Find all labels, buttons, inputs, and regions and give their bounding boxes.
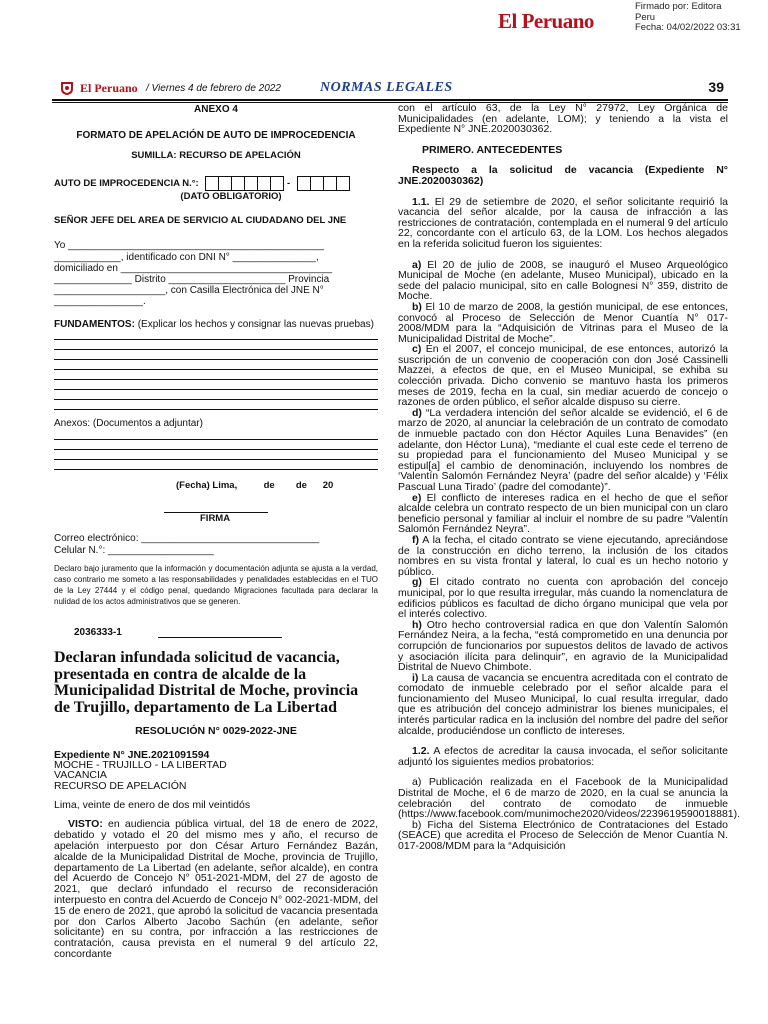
resolution-headline: Declaran infundada solicitud de vacancia, presentada en contra de alcalde de la Municipalidad Distrital de Moche, provincia de Trujillo, departamento de La Libertad	[54, 649, 359, 716]
section-title: NORMAS LEGALES	[320, 80, 453, 95]
list-item: b) El 10 de marzo de 2008, la gestión municipal, de ese entonces, convocó al Proceso de Selección de Menor Cuantía N° 017-2008/MDM para la “Adquisición de Vitrinas para el Museo de la Municipalidad Distrital de Moche”.	[398, 300, 728, 345]
coat-of-arms-icon	[60, 81, 74, 96]
paragraph-1-2: 1.2. A efectos de acreditar la causa invocada, el señor solicitante adjuntó los siguientes medios probatorios:	[398, 745, 728, 768]
anexos-lines[interactable]	[54, 430, 378, 470]
case-date: Lima, veinte de enero de dos mil veintidós	[54, 798, 251, 811]
header-date: / Viernes 4 de febrero de 2022	[146, 83, 281, 94]
list-item: i) La causa de vacancia se encuentra acreditada con el contrato de comodato de inmueble celebrado por el señor alcalde para el funcionamiento del Museo Municipal, lo cual resulta irregular, dado que es atribución del concejo administrar los bienes municipales, el interés particular radica en la inclusión del nombre del padre del señor alcalde, produciéndose un conflicto de intereses.	[398, 671, 728, 737]
visto-paragraph: VISTO: en audiencia pública virtual, del 18 de enero de 2022, debatido y votado el 20 del mismo mes y año, el recurso de apelación interpuesto por don César Arturo Fernández Bazán, alcalde de la Municipalidad Distrital de Moche, provincia de Trujillo, departamento de La Libertad (en adelante, señor alcalde), en contra del Acuerdo de Concejo N° 051-2021-MDM, del 27 de agosto de 2021, que declaró infundado el recurso de reconsideración interpuesto en contra del Acuerdo de Concejo N° 002-2021-MDM, del 15 de enero de 2021, que aprobó la solicitud de vacancia presentada por don Carlos Alberto Jacobo Sachún (en adelante, señor solicitante) en su contra, por infracción a las restricciones de contratación, causa prevista en el numeral 9 del artículo 22, concordante	[54, 818, 378, 960]
email-field[interactable]: Correo electrónico: ________________________________	[54, 532, 320, 544]
case-type: VACANCIA	[54, 769, 107, 782]
date-line: (Fecha) Lima, de de 20	[176, 479, 334, 491]
header-rule	[52, 99, 728, 101]
el-peruano-logo: El Peruano	[498, 9, 594, 33]
paragraph-1-1: 1.1. El 29 de setiembre de 2020, el señor solicitante requirió la vacancia del señor alcalde, por la causa de infracción a las restricciones de contratación, contemplada en el numeral 9 del artículo 22, concordante con el artículo 63, de la LOM. Los hechos alegados en la referida solicitud fueron los siguientes:	[398, 195, 728, 250]
intro-paragraph: con el artículo 63, de la Ley N° 27972, Ley Orgánica de Municipalidades (en adelante, LOM); y teniendo a la vista el Expediente N° JNE.2020030362.	[398, 102, 728, 136]
list-item: c) En el 2007, el concejo municipal, de ese entonces, autorizó la suscripción de un convenio de cooperación con don José Cassinelli Mazzei, a efectos de que, en el Museo Municipal, se exhiba su colección privada. Dicho convenio se mantuvo hasta los primeros meses de 2019, fecha en la cual, sin mediar acuerdo de concejo o razones de orden público, el señor alcalde dispuso su cierre.	[398, 343, 728, 409]
auto-number-boxes[interactable]	[205, 176, 284, 191]
left-column	[54, 103, 378, 960]
document-code: 2036333-1	[74, 627, 122, 639]
fundamentos-lines[interactable]	[54, 330, 378, 410]
case-expediente: Expediente N° JNE.2021091594	[54, 748, 210, 761]
list-item: g) El citado contrato no cuenta con aprobación del concejo municipal, por lo que resulta irregular, más cuando la nomenclatura de edificios públicos es facultad de dicho órgano municipal que vela por el interés colectivo.	[398, 576, 728, 621]
fundamentos: FUNDAMENTOS: (Explicar los hechos y consignar las nuevas pruebas)	[54, 318, 374, 330]
case-appeal: RECURSO DE APELACIÓN	[54, 779, 187, 792]
separator-rule	[158, 637, 282, 638]
facts-list	[398, 260, 728, 737]
sworn-declaration: Declaro bajo juramento que la información y documentación adjunta se ajusta a la verdad, caso contrario me someto a las responsabilidades y penalidades establecidas en el TUO de la Ley 27444 y el código penal, quedando Migraciones facultada para declarar la nulidad de los actos administrativos que se generen.	[54, 564, 378, 606]
document-code-row	[54, 627, 378, 641]
auto-number-row	[54, 176, 378, 191]
page-header	[52, 80, 728, 98]
list-item: a) El 20 de julio de 2008, se inauguró el Museo Arqueológico Municipal de Moche (en adelante, Museo Municipal), ubicado en la sede del palacio municipal, sito en calle Bolognesi N° 359, distrito de Moche.	[398, 258, 728, 303]
anexos-label: Anexos: (Documentos a adjuntar)	[54, 418, 203, 430]
evidence-a: a) Publicación realizada en el Facebook de la Municipalidad Distrital de Moche, el 6 de marzo de 2020, en la cual se anuncia la celebración del contrato de comodato de inmueble (https://www.facebook.com/munimoche2020/videos/2239619590018881).	[398, 776, 741, 821]
list-item: d) “La verdadera intención del señor alcalde se evidenció, el 6 de marzo de 2020, al anunciar la celebración de un contrato de comodato de inmueble pactado con don Héctor Aquiles Luna Benavides” (en adelante, don Héctor Luna), “mediante el cual este cede el terreno de su propiedad para el funcionamiento del Museo Municipal y se estipul[a] el cambio de denominación, incluyendo los nombres de ‘Valentín Salomón Fernández Neyra’ (padre del señor alcalde) y ‘Félix Pascual Luna Tirado’ (padre del comodante)”.	[398, 406, 728, 493]
digital-signature	[468, 0, 768, 40]
page-number: 39	[708, 79, 724, 95]
resolution-number: RESOLUCIÓN N° 0029-2022-JNE	[135, 725, 297, 738]
section-antecedentes: PRIMERO. ANTECEDENTES	[422, 143, 563, 156]
form-title: FORMATO DE APELACIÓN DE AUTO DE IMPROCEDENCIA	[76, 129, 356, 141]
annex-title: ANEXO 4	[194, 104, 238, 115]
signature-line[interactable]	[164, 505, 268, 513]
list-item: h) Otro hecho controversial radica en que don Valentín Salomón Fernández Neira, a la fecha, “está comprometido en una denuncia por corrupción de funcionarios por supuestos delitos de lavado de activos y asociación ilícita para delinquir”, en agravio de la Municipalidad Distrital de Nuevo Chimbote.	[398, 618, 728, 674]
auto-separator: -	[287, 178, 291, 190]
list-item: f) A la fecha, el citado contrato se viene ejecutando, apreciándose de la construcción en dicho terreno, la inclusión de los citados nombres en su vista frontal y lateral, lo cual es un hecho notorio y público.	[398, 533, 728, 578]
sumilla: SUMILLA: RECURSO DE APELACIÓN	[131, 149, 301, 161]
right-column	[398, 102, 741, 852]
auto-note: (DATO OBLIGATORIO)	[180, 191, 282, 203]
case-place: MOCHE - TRUJILLO - LA LIBERTAD	[54, 759, 227, 772]
list-item: e) El conflicto de intereses radica en el hecho de que el señor alcalde celebra un contrato respecto de un bien municipal con un claro beneficio personal y familiar al incluir el nombre de su padre “Valentín Salomón Fernández Neyra”.	[398, 491, 728, 536]
applicant-form[interactable]: Yo ______________________________________________ ____________, identificado con DNI N° _______________, domiciliado en ______________________________________ ______________ Distrito _____________________ Provincia ____________________, con Casilla Electrónica del JNE N° ________________.	[54, 240, 333, 308]
subsection-respecto: Respecto a la solicitud de vacancia (Expediente N° JNE.2020030362)	[398, 164, 728, 187]
firma-label: FIRMA	[200, 513, 231, 525]
addressee: SEÑOR JEFE DEL AREA DE SERVICIO AL CIUDADANO DEL JNE	[54, 214, 347, 226]
header-brand: El Peruano	[80, 81, 138, 95]
auto-year-boxes[interactable]	[297, 176, 350, 191]
signature-stamp: Firmado por: Editora Peru Fecha: 04/02/2022 03:31	[635, 1, 741, 33]
mobile-field[interactable]: Celular N.°: ___________________	[54, 544, 214, 556]
auto-label: AUTO DE IMPROCEDENCIA N.°:	[54, 178, 199, 190]
case-info	[54, 750, 378, 791]
evidence-b: b) Ficha del Sistema Electrónico de Contrataciones del Estado (SEACE) que acredita el Proceso de Selección de Menor Cuantía N. 017-2008/MDM para la “Adquisición	[398, 818, 728, 852]
